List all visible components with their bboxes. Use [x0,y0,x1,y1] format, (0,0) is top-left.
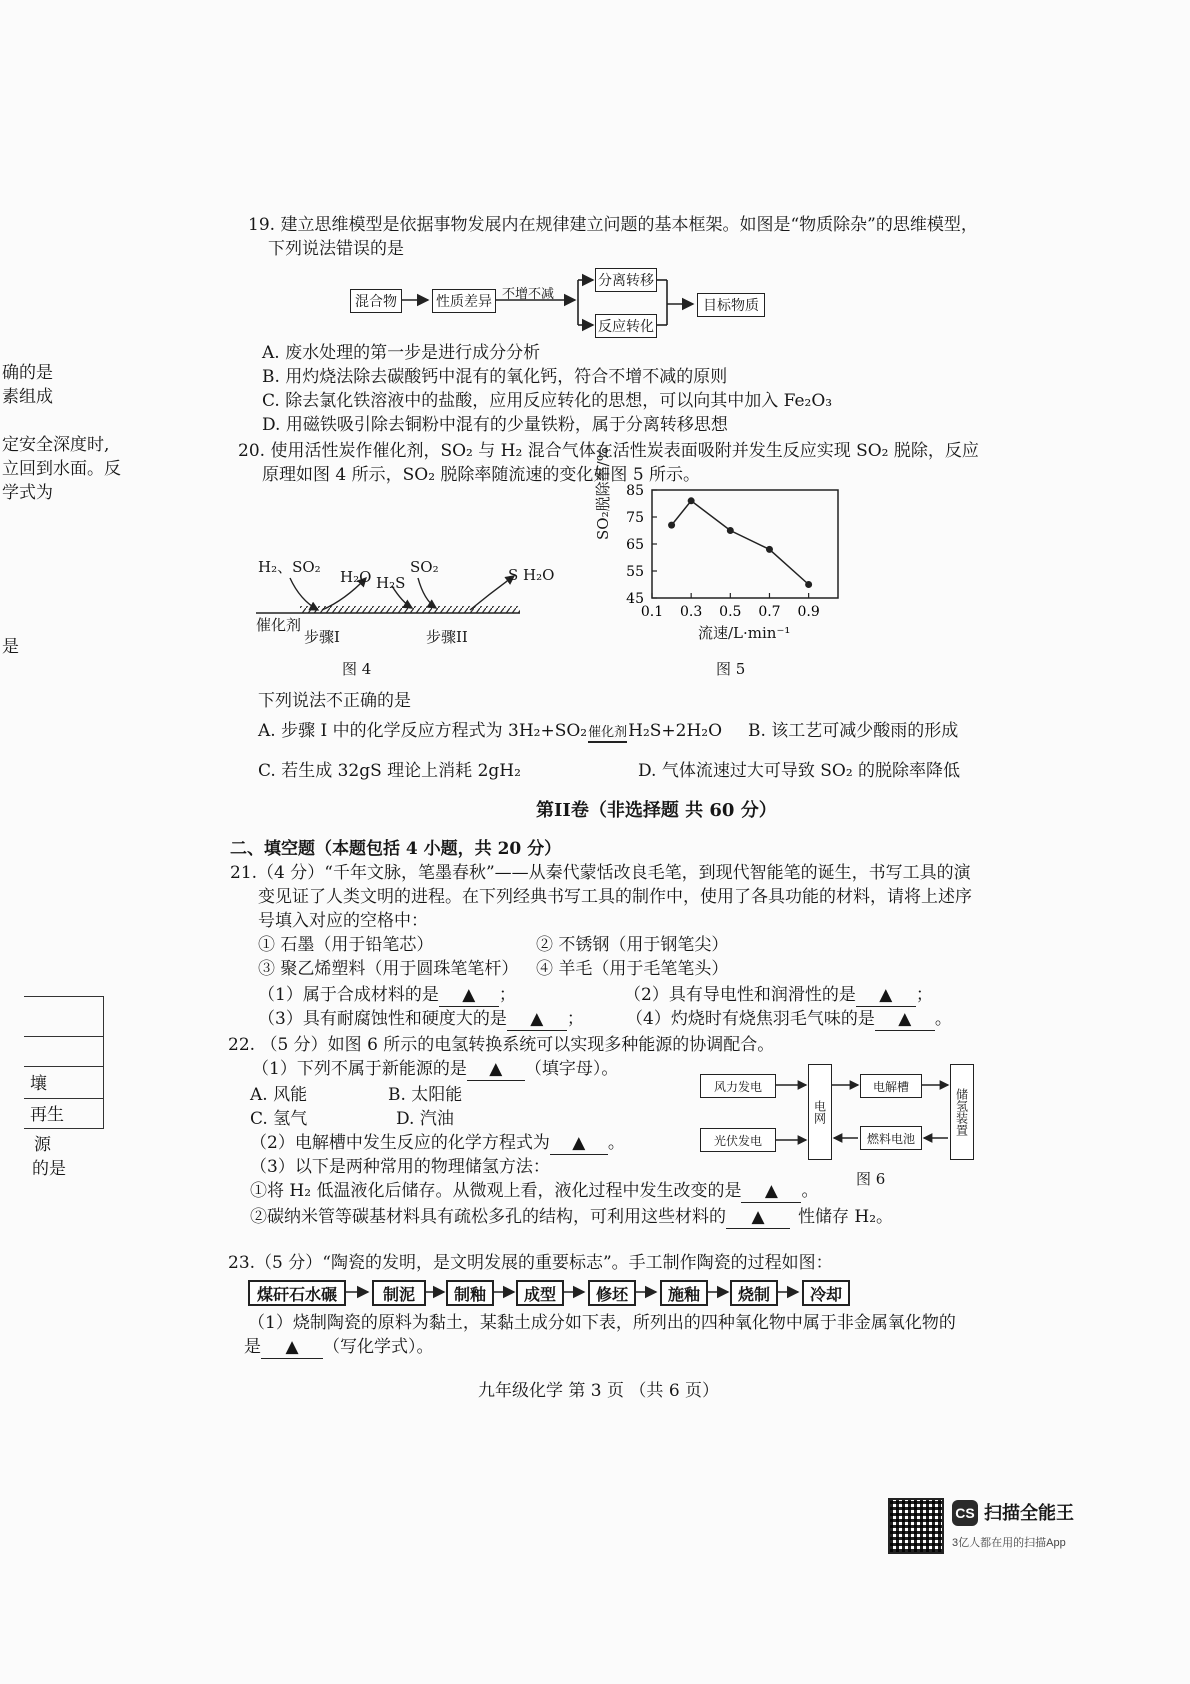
frag-8: 再生 [30,1105,64,1125]
y-tick-label: 85 [626,483,644,499]
q22-sub-2: （2）电解槽中发生反应的化学方程式为 ▲ 。 [250,1133,625,1153]
section2-title: 第II卷（非选择题 共 60 分） [536,800,777,821]
q22-line-1: 22. （5 分）如图 6 所示的电氢转换系统可以实现多种能源的协调配合。 [228,1035,775,1055]
frag-4: 立回到水面。反 [2,459,121,479]
flow-node-mixture: 混合物 [350,289,402,313]
q21-sub-2: （2）具有导电性和润滑性的是 ▲ ； [624,985,933,1005]
fig6-storage: 储氢装置 [950,1064,974,1160]
q19-option-b: B. 用灼烧法除去碳酸钙中混有的氧化钙，符合不增不减的原则 [262,367,728,387]
fig4-label-h2-so2: H₂、SO₂ [258,558,321,576]
frag-7: 壤 [30,1074,47,1094]
x-tick-label: 0.7 [758,604,781,620]
q21-sub-1: （1）属于合成材料的是 ▲ ； [258,985,516,1005]
q20-stem-2: 原理如图 4 所示，SO₂ 脱除率随流速的变化如图 5 所示。 [262,465,701,485]
fig4-catalyst: 催化剂 [256,616,302,634]
fig5-caption: 图 5 [716,660,746,678]
q22-opt-c: C. 氢气 [250,1109,308,1129]
answer-blank[interactable]: ▲ [726,1206,790,1229]
frag-3: 定安全深度时, [2,435,110,455]
frag-6: 是 [2,637,19,657]
x-tick-label: 0.3 [680,604,703,620]
fig6-grid: 电网 [808,1064,832,1160]
q22-sub-3: （3）以下是两种常用的物理储氢方法： [250,1157,550,1177]
data-point [668,522,675,529]
y-tick-label: 65 [626,537,644,553]
q21-material-2: ② 不锈钢（用于钢笔尖） [536,935,729,955]
fig4-label-s-h2o: S H₂O [508,566,555,584]
q21-line-2: 变见证了人类文明的进程。在下列经典书写工具的制作中，使用了各具功能的材料，请将上述序 [258,887,972,907]
frag-10: 的是 [32,1159,66,1179]
fig4-caption: 图 4 [342,660,372,678]
catalyst-condition: 催化剂 [588,725,627,743]
q22-method-2: ②碳纳米管等碳基材料具有疏松多孔的结构，可利用这些材料的 ▲ 性储存 H₂。 [250,1207,894,1227]
flow-node-target: 目标物质 [697,293,765,317]
data-point [727,527,734,534]
y-tick-label: 75 [626,510,644,526]
process-step-2: 制泥 [372,1280,426,1306]
watermark-tagline: 3亿人都在用的扫描App [952,1537,1066,1549]
process-step-1: 煤矸石水碾 [248,1280,346,1306]
answer-blank[interactable]: ▲ [741,1180,801,1203]
answer-blank[interactable]: ▲ [856,984,916,1007]
q21-material-1: ① 石墨（用于铅笔芯） [258,935,434,955]
page-footer: 九年级化学 第 3 页 （共 6 页） [478,1381,720,1401]
process-step-7: 烧制 [730,1280,778,1306]
q20-option-c: C. 若生成 32gS 理论上消耗 2gH₂ [258,761,521,781]
q23-sub-1b: 是 ▲ （写化学式）。 [244,1337,434,1357]
fig4-step2: 步骤II [426,628,468,646]
chart-frame [652,490,838,598]
process-step-8: 冷却 [802,1280,850,1306]
fig6-wind: 风力发电 [700,1074,776,1098]
y-tick-label: 45 [626,591,644,607]
chart-xlabel: 流速/L·min⁻¹ [698,624,791,642]
cs-logo-icon: CS [952,1500,978,1526]
x-tick-label: 0.5 [719,604,742,620]
fig4-step1: 步骤I [304,628,340,646]
watermark-brand: 扫描全能王 [984,1503,1074,1523]
q19-option-c: C. 除去氯化铁溶液中的盐酸，应用反应转化的思想，可以向其中加入 Fe₂O₃ [262,391,833,411]
flow-node-react: 反应转化 [595,314,657,338]
q22-opt-d: D. 汽油 [396,1109,454,1129]
answer-blank[interactable]: ▲ [507,1008,567,1031]
frag-2: 素组成 [2,387,53,407]
y-tick-label: 55 [626,564,644,580]
fig4-label-h2o: H₂O [340,568,372,586]
q19-stem-1: 19. 建立思维模型是依据事物发展内在规律建立问题的基本框架。如图是“物质除杂”的思维模型， [248,215,978,235]
process-step-6: 施釉 [660,1280,708,1306]
data-point [688,497,695,504]
process-step-4: 成型 [516,1280,564,1306]
q19-stem-2: 下列说法错误的是 [268,239,404,259]
frag-5: 学式为 [2,483,53,503]
x-tick-label: 0.1 [640,604,664,620]
chart-ylabel: SO₂脱除率/% [594,447,612,540]
section2-part: 二、填空题（本题包括 4 小题，共 20 分） [230,839,562,859]
answer-blank[interactable]: ▲ [439,984,499,1007]
fig4-label-h2s: H₂S [376,574,406,592]
q21-material-4: ④ 羊毛（用于毛笔笔头） [536,959,729,979]
q21-line-1: 21.（4 分）“千年文脉，笔墨春秋”——从秦代蒙恬改良毛笔，到现代智能笔的诞生，书写工具的演 [230,863,971,883]
q20-option-a: A. 步骤 Ⅰ 中的化学反应方程式为 3H₂+SO₂催化剂H₂S+2H₂O [258,721,723,741]
data-point [805,581,812,588]
flow-node-separate: 分离转移 [595,268,657,292]
q20-question: 下列说法不正确的是 [258,691,411,711]
answer-blank[interactable]: ▲ [550,1132,608,1155]
q22-method-1: ①将 H₂ 低温液化后储存。从微观上看，液化过程中发生改变的是 ▲ 。 [250,1181,819,1201]
q21-line-3: 号填入对应的空格中： [258,911,428,931]
q22-opt-a: A. 风能 [250,1085,308,1105]
answer-blank[interactable]: ▲ [875,1008,935,1031]
fig6-caption: 图 6 [856,1170,886,1188]
q23-line-1: 23.（5 分）“陶瓷的发明，是文明发展的重要标志”。手工制作陶瓷的过程如图： [228,1253,833,1273]
data-point [766,546,773,553]
fig6-solar: 光伏发电 [700,1128,776,1152]
fig4-label-so2: SO₂ [410,558,439,576]
x-tick-label: 0.9 [797,604,820,620]
flow-arrow-label: 不增不减 [502,287,555,302]
frag-1: 确的是 [2,363,53,383]
frag-9: 源 [34,1135,51,1155]
process-step-5: 修坯 [588,1280,636,1306]
process-step-3: 制釉 [446,1280,494,1306]
q21-material-3: ③ 聚乙烯塑料（用于圆珠笔笔杆） [258,959,519,979]
series-line [672,501,809,585]
q20-option-d: D. 气体流速过大可导致 SO₂ 的脱除率降低 [638,761,961,781]
q20-option-b: B. 该工艺可减少酸雨的形成 [748,721,959,741]
flow-node-property: 性质差异 [432,289,496,313]
answer-blank[interactable]: ▲ [261,1336,323,1359]
qr-code-icon [888,1498,944,1554]
q20-stem-1: 20. 使用活性炭作催化剂，SO₂ 与 H₂ 混合气体在活性炭表面吸附并发生反应实现 SO₂ 脱除，反应 [238,441,979,461]
q19-option-d: D. 用磁铁吸引除去铜粉中混有的少量铁粉，属于分离转移思想 [262,415,728,435]
answer-blank[interactable]: ▲ [467,1058,525,1081]
q22-opt-b: B. 太阳能 [388,1085,463,1105]
fig6-fuel-cell: 燃料电池 [860,1126,922,1150]
q23-sub-1: （1）烧制陶瓷的原料为黏土，某黏土成分如下表，所列出的四种氧化物中属于非金属氧化物的 [248,1313,956,1333]
q21-sub-4: （4）灼烧时有烧焦羽毛气味的是 ▲ 。 [626,1009,952,1029]
fig6-electrolyzer: 电解槽 [860,1074,922,1098]
q19-option-a: A. 废水处理的第一步是进行成分分析 [262,343,541,363]
q21-sub-3: （3）具有耐腐蚀性和硬度大的是 ▲ ； [258,1009,584,1029]
q22-sub-1: （1）下列不属于新能源的是 ▲ （填字母）。 [252,1059,619,1079]
